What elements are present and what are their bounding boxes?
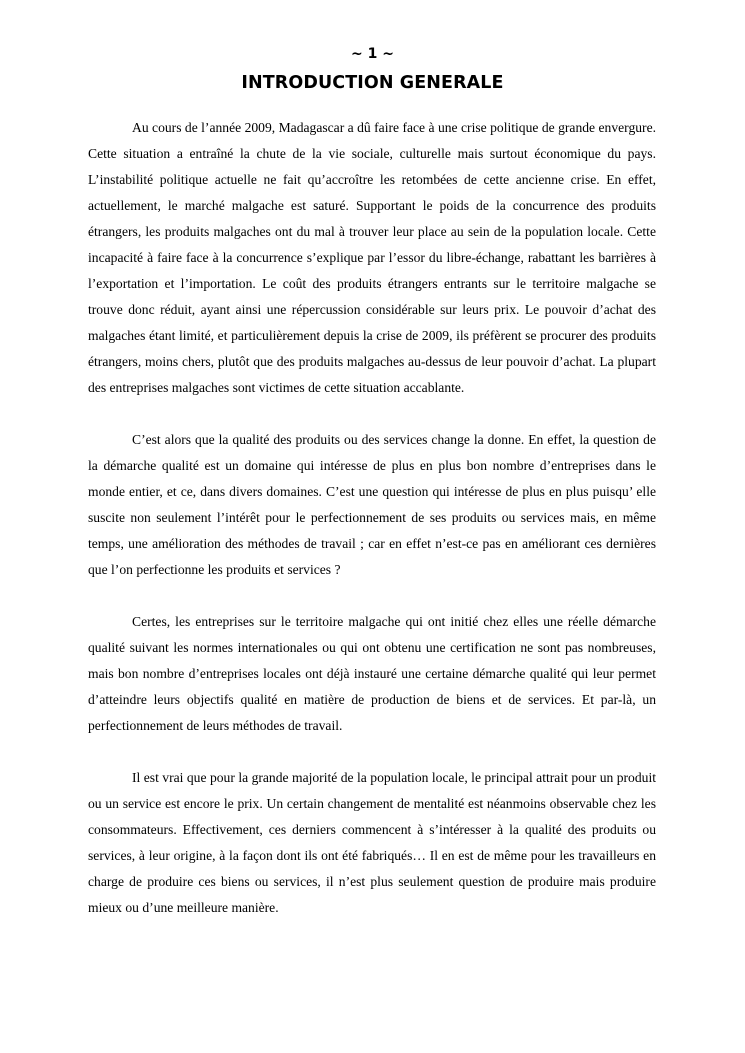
paragraph: Au cours de l’année 2009, Madagascar a dû faire face à une crise politique de grande envergure. Cette situation a entraîné la chute de la vie sociale, culturelle mais surtout économique du pays. L’instabilité politique actuelle ne fait qu’accroître les retombées de cette ancienne crise. En effet, actuellement, le marché malgache est saturé. Supportant le poids de la concurrence des produits étrangers, les produits malgaches ont du mal à trouver leur place au sein de la population locale. Cette incapacité à faire face à la concurrence s’explique par l’essor du libre-échange, rabattant les barrières à l’exportation et l’importation. Le coût des produits étrangers entrants sur le territoire malgache se trouve donc réduit, ayant ainsi une répercussion considérable sur leurs prix. Le pouvoir d’achat des malgaches étant limité, et particulièrement depuis la crise de 2009, ils préfèrent se procurer des produits étrangers, moins chers, plutôt que des produits malgaches au-dessus de leur pouvoir d’achat. La plupart des entreprises malgaches sont victimes de cette situation accablante. (88, 120, 656, 395)
body-text (88, 115, 656, 947)
paragraph: Il est vrai que pour la grande majorité de la population locale, le principal attrait pour un produit ou un service est encore le prix. Un certain changement de mentalité est néanmoins observable chez les consommateurs. Effectivement, ces derniers commencent à s’intéresser à la qualité des produits ou services, à leur origine, à la façon dont ils ont été fabriqués… Il en est de même pour les travailleurs en charge de produire ces biens ou services, il n’est plus seulement question de produire mais produire mieux ou d’une meilleure manière. (88, 770, 656, 915)
paragraph: Certes, les entreprises sur le territoire malgache qui ont initié chez elles une réelle démarche qualité suivant les normes internationales ou qui ont obtenu une certification ne sont pas nombreuses, mais bon nombre d’entreprises locales ont déjà instauré une certaine démarche qualité qui leur permet d’atteindre leurs objectifs qualité en matière de production de biens et de services. Et par-là, un perfectionnement de leurs méthodes de travail. (88, 614, 656, 733)
page-number: ~ 1 ~ (351, 46, 394, 62)
page-title: INTRODUCTION GENERALE (241, 73, 504, 93)
paragraph: C’est alors que la qualité des produits ou des services change la donne. En effet, la question de la démarche qualité est un domaine qui intéresse de plus en plus bon nombre d’entreprises dans le monde entier, et ce, dans divers domaines. C’est une question qui intéresse de plus en plus puisqu’ elle suscite non seulement l’intérêt pour le perfectionnement de ses produits ou services mais, en même temps, une amélioration des méthodes de travail ; car en effet n’est-ce pas en améliorant ces dernières que l’on perfectionne les produits et services ? (88, 432, 656, 577)
